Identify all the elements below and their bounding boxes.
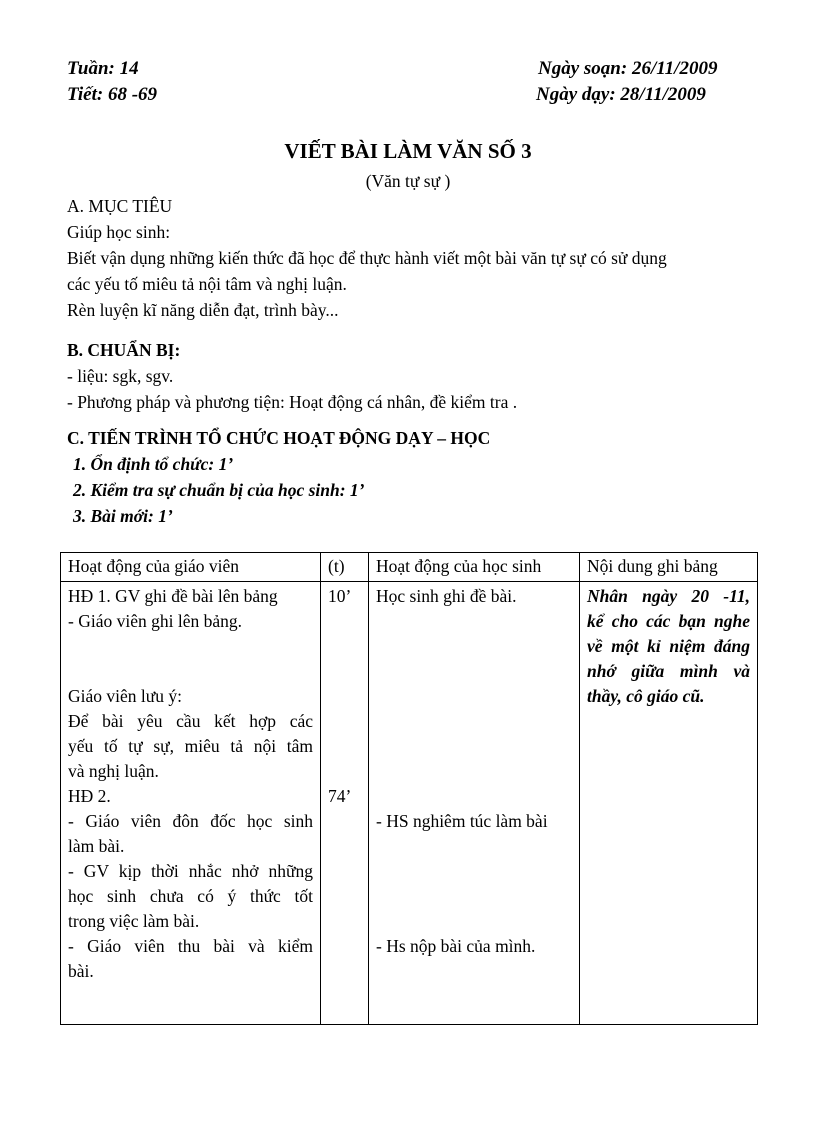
section-b-line: - Phương pháp và phương tiện: Hoạt động cá nhân, đề kiểm tra .	[67, 392, 518, 412]
table-header-row	[61, 553, 758, 582]
remind-line: - GV kịp thời nhắc nhở những	[68, 861, 313, 881]
student-activity-line: - HS nghiêm túc làm bài	[376, 811, 548, 831]
board-line: thầy, cô giáo cũ.	[587, 686, 705, 706]
note-line: Để bài yêu cầu kết hợp các	[68, 711, 313, 731]
remind-line: trong việc làm bài.	[68, 911, 200, 931]
board-line: nhớ giữa mình và	[587, 661, 750, 681]
section-b-heading: B. CHUẨN BỊ:	[67, 340, 181, 360]
student-activity-cell	[369, 582, 580, 1025]
collect-line: - Giáo viên thu bài và kiểm	[68, 936, 313, 956]
urge-line: làm bài.	[68, 836, 125, 856]
section-c-heading: C. TIẾN TRÌNH TỔ CHỨC HOẠT ĐỘNG DẠY – HỌC	[67, 428, 491, 448]
student-activity-line: Học sinh ghi đề bài.	[376, 586, 517, 606]
section-a-line: Rèn luyện kĩ năng diễn đạt, trình bày...	[67, 300, 339, 320]
time-value: 10’	[328, 586, 352, 606]
board-line: về một kỉ niệm đáng	[587, 636, 750, 656]
lesson-plan-table	[60, 552, 758, 1025]
section-a-line: Giúp học sinh:	[67, 222, 171, 242]
urge-line: - Giáo viên đôn đốc học sinh	[68, 811, 313, 831]
time-value: 74’	[328, 786, 352, 806]
week-label: Tuần: 14	[67, 58, 139, 79]
board-line: kể cho các bạn nghe	[587, 611, 750, 631]
period-label: Tiết: 68 -69	[67, 84, 158, 105]
table-row	[61, 582, 758, 1025]
teacher-activity-cell	[61, 582, 321, 1025]
section-a-line: Biết vận dụng những kiến thức đã học để thực hành viết một bài văn tự sự có sử dụng	[67, 248, 667, 268]
section-a-heading: A. MỤC TIÊU	[67, 196, 173, 216]
board-content-cell	[580, 582, 758, 1025]
page-title: VIẾT BÀI LÀM VĂN SỐ 3	[284, 139, 532, 163]
section-c-step: 1. Ổn định tổ chức: 1’	[73, 454, 234, 474]
note-line: yếu tố tự sự, miêu tả nội tâm	[68, 736, 313, 756]
col-header-time: (t)	[321, 553, 369, 582]
page-subtitle: (Văn tự sự )	[365, 171, 451, 191]
col-header-teacher: Hoạt động của giáo viên	[61, 553, 321, 582]
student-activity-line: - Hs nộp bài của mình.	[376, 936, 536, 956]
note-line: và nghị luận.	[68, 761, 159, 781]
section-b-line: - liệu: sgk, sgv.	[67, 366, 174, 386]
date-taught: Ngày dạy: 28/11/2009	[536, 84, 706, 105]
col-header-student: Hoạt động của học sinh	[369, 553, 580, 582]
date-prepared: Ngày soạn: 26/11/2009	[538, 58, 718, 79]
hd2-line: HĐ 2.	[68, 786, 111, 806]
time-cell	[321, 582, 369, 1025]
section-c-step: 2. Kiểm tra sự chuẩn bị của học sinh: 1’	[73, 480, 365, 500]
hd1-line: HĐ 1. GV ghi đề bài lên bảng	[68, 586, 278, 606]
board-line: Nhân ngày 20 -11,	[587, 586, 750, 606]
remind-line: học sinh chưa có ý thức tốt	[68, 886, 313, 906]
section-c-step: 3. Bài mới: 1’	[73, 506, 173, 526]
col-header-board: Nội dung ghi bảng	[580, 553, 758, 582]
hd1-sub-line: - Giáo viên ghi lên bảng.	[68, 611, 242, 631]
note-title: Giáo viên lưu ý:	[68, 686, 182, 706]
collect-line: bài.	[68, 961, 94, 981]
section-a-line: các yếu tố miêu tả nội tâm và nghị luận.	[67, 274, 347, 294]
